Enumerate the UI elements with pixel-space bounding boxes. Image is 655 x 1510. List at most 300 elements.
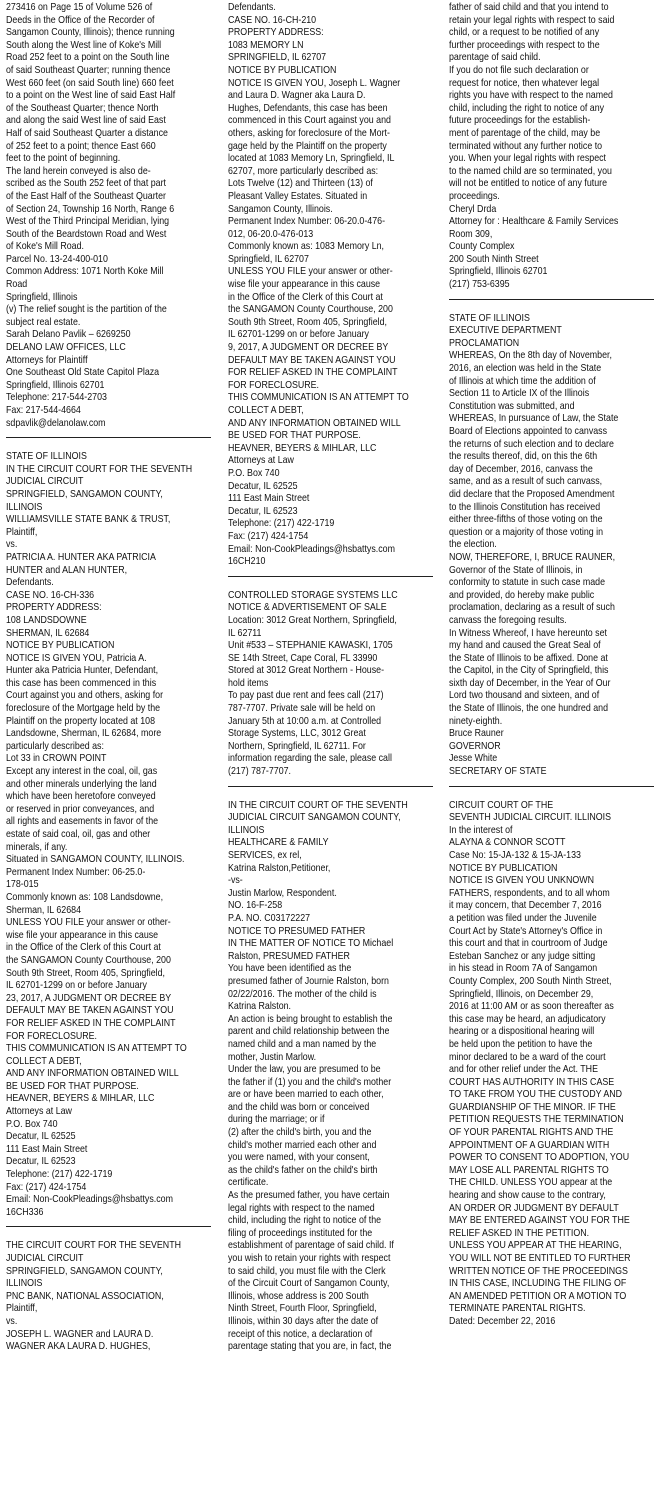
notice-text-line: EXECUTIVE DEPARTMENT	[449, 325, 562, 337]
notice-text-line: Fax: 217-544-4664	[6, 405, 81, 416]
notice-text-line: legal rights with respect to the named	[228, 1202, 375, 1214]
notice-text-line: Constitution was submitted, and	[449, 400, 575, 412]
notice-text-line: Governor of the State of Illinois, in	[449, 564, 583, 576]
notice-text-line: NO. 16-F-258	[228, 900, 283, 912]
notice-text-line: proclamation, declaring as a result of such	[449, 602, 615, 614]
notice-text-line: further proceedings with respect to the	[449, 39, 600, 51]
notice-text-line: it may concern, that December 7, 2016	[449, 900, 602, 912]
column-right	[449, 2, 654, 1329]
notice-text-line: ALAYNA & CONNOR SCOTT	[449, 837, 566, 849]
notice-text-line: sixth day of December, in the Year of Our	[449, 677, 611, 689]
notice-text-line: child, or a request to be notified of any	[449, 27, 600, 39]
notice-text-line: HUNTER and ALAN HUNTER,	[6, 564, 128, 576]
notice-text-line: day of December, 2016, canvass the	[449, 463, 593, 475]
notice-text-line: Telephone: (217) 422-1719	[6, 1169, 113, 1181]
notice-text-line: Storage Systems, LLC, 3012 Great	[228, 728, 366, 740]
notice-text-line: (2) after the child's birth, you and the	[228, 1127, 372, 1139]
notice-text-line: Stored at 3012 Great Northern - House-	[228, 665, 385, 677]
notice-text-line: Email: Non-CookPleadings@hsbattys.com	[228, 543, 395, 555]
notice-text-line: RELIEF ASKED IN THE PETITION.	[449, 1227, 590, 1239]
notice-text-line: THE CHILD. UNLESS YOU appear at the	[449, 1177, 613, 1189]
notice-text-line: West 660 feet (on said South line) 660 feet	[6, 77, 174, 89]
notice-text-line: APPOINTMENT OF A GUARDIAN WITH	[449, 1139, 610, 1151]
notice-text-line: FATHERS, respondents, and to all whom	[449, 887, 610, 899]
notice-text-line: South 9th Street, Room 405, Springfield,	[6, 967, 166, 979]
notice-text-line: Situated in SANGAMON COUNTY, ILLINOIS.	[6, 854, 185, 866]
notice-text-line: Attorney for : Healthcare & Family Services	[449, 216, 619, 228]
notice-text-line: proceedings.	[449, 190, 500, 202]
notice-text-line: Northern, Springfield, IL 62711. For	[228, 740, 366, 752]
notice-text-line: SE 14th Street, Cape Coral, FL 33990	[228, 652, 378, 664]
notice-text-line: you wish to retain your rights with respect	[228, 1253, 391, 1264]
notice-text-line: JOSEPH L. WAGNER and LAURA D.	[6, 1328, 154, 1340]
notice-text-line: NOW, THEREFORE, I, BRUCE RAUNER,	[449, 551, 616, 563]
notice-text-line: the election.	[449, 539, 497, 551]
notice-divider	[6, 437, 211, 438]
notice-text-line: WHEREAS, On the 8th day of November,	[449, 350, 612, 362]
notice-text-line: POWER TO CONSENT TO ADOPTION, YOU	[449, 1152, 630, 1164]
notice-text-line: IN THE CIRCUIT COURT OF THE SEVENTH	[228, 799, 408, 811]
notice-text-line: PETITION REQUESTS THE TERMINATION	[449, 1114, 624, 1126]
notice-text-line: child, including the right to notice of the	[228, 1215, 382, 1227]
notice-text-line: ment of parentage of the child, may be	[449, 127, 601, 139]
notice-text-line: IN THE MATTER OF NOTICE TO Michael	[228, 938, 394, 950]
notice-text-line: You have been identified as the	[228, 963, 352, 975]
notice-text-line: father of said child and that you intend to	[449, 2, 609, 13]
notice-text-line: wise file your appearance in this cause	[6, 929, 159, 941]
notice-text-line: In the interest of	[449, 824, 513, 836]
notice-text-line: UNLESS YOU FILE your answer or other-	[6, 917, 171, 929]
notice-text-line: Board of Elections appointed to canvass	[449, 426, 608, 437]
notice-text-line: Illinois, whose address is 200 South	[228, 1290, 369, 1302]
notice-text-line: HEAVNER, BEYERS & MIHLAR, LLC	[6, 1093, 155, 1105]
notice-text-line: filing of proceedings instituted for the	[228, 1227, 373, 1239]
legal-notice	[228, 2, 433, 569]
notice-text-line: Sangamon County, Illinois); thence running	[6, 27, 175, 39]
notice-text-line: 2016, an election was held in the State	[449, 363, 602, 375]
notice-text-line: NOTICE BY PUBLICATION	[6, 640, 115, 652]
notice-text-line: in the Office of the Clerk of this Court at	[6, 942, 161, 954]
notice-text-line: In Witness Whereof, I have hereunto set	[449, 627, 608, 639]
notice-text-line: my hand and caused the Great Seal of	[449, 640, 601, 652]
notice-text-line: Sangamon County, Illinois.	[228, 203, 333, 215]
notice-divider	[6, 1226, 211, 1227]
notice-text-line: minor declared to be a ward of the court	[449, 1051, 606, 1063]
notice-text-line: Hunter aka Patricia Hunter, Defendant,	[6, 665, 159, 677]
notice-text-line: WAGNER AKA LAURA D. HUGHES,	[6, 1341, 151, 1353]
legal-notice	[228, 590, 433, 779]
notice-text-line: and for other relief under the Act. THE	[449, 1064, 598, 1076]
notice-text-line: feet to the point of beginning.	[6, 153, 121, 165]
notice-text-line: or reserved in prior conveyances, and	[6, 803, 155, 815]
notice-text-line: OF YOUR PARENTAL RIGHTS AND THE	[449, 1127, 614, 1139]
notice-text-line: of said Southeast Quarter; running thence	[6, 64, 171, 76]
notice-text-line: as the child's father on the child's birth	[228, 1164, 378, 1176]
notice-text-line: DEFAULT MAY BE TAKEN AGAINST YOU	[228, 354, 396, 366]
notice-text-line: Except any interest in the coal, oil, gas	[6, 766, 158, 778]
notice-text-line: PROCLAMATION	[449, 337, 520, 349]
notice-text-line: South 9th Street, Room 405, Springfield,	[228, 316, 388, 328]
notice-text-line: Springfield, Illinois 62701	[449, 266, 548, 278]
notice-text-line: in the Office of the Clerk of this Court at	[228, 291, 383, 303]
notice-text-line: 273416 on Page 15 of Volume 526 of	[6, 2, 153, 13]
notice-text-line: JUDICIAL CIRCUIT	[6, 1253, 84, 1264]
notice-text-line: STATE OF ILLINOIS	[6, 451, 87, 463]
notice-text-line: of 252 feet to a point; thence East 660	[6, 140, 156, 152]
notice-text-line: of Illinois at which time the addition of	[449, 375, 596, 387]
notice-text-line: NOTICE & ADVERTISEMENT OF SALE	[228, 602, 387, 614]
notice-text-line: Location: 3012 Great Northern, Springfield,	[228, 614, 397, 626]
notice-text-line: information regarding the sale, please call	[228, 753, 392, 765]
notice-text-line: 111 East Main Street	[6, 1143, 88, 1155]
notice-text-line: the returns of such election and to declare	[449, 438, 614, 450]
notice-text-line: Lots Twelve (12) and Thirteen (13) of	[228, 178, 373, 190]
notice-text-line: Dated: December 22, 2016	[449, 1315, 556, 1327]
notice-text-line: AND ANY INFORMATION OBTAINED WILL	[6, 1068, 179, 1080]
notice-text-line: terminated without any further notice to	[449, 140, 603, 152]
legal-notice	[228, 800, 433, 1354]
notice-text-line: 2016 at 11:00 AM or as soon thereafter as	[449, 1001, 614, 1013]
notice-text-line: Section 11 to Article IX of the Illinois	[449, 388, 590, 400]
notice-text-line: Fax: (217) 424-1754	[6, 1181, 87, 1193]
notice-text-line: 16CH210	[228, 556, 266, 568]
notice-text-line: receipt of this notice, a declaration of	[228, 1328, 373, 1340]
notice-text-line: wise file your appearance in this cause	[228, 279, 381, 291]
notice-text-line: request for notice, then whatever legal	[449, 77, 600, 89]
notice-text-line: are or have been married to each other,	[228, 1089, 384, 1101]
notice-text-line: 178-015	[6, 879, 39, 891]
notice-text-line: P.A. NO. C03172227	[228, 912, 311, 924]
notice-text-line: Bruce Rauner	[449, 728, 504, 740]
notice-text-line: did declare that the Proposed Amendment	[449, 488, 615, 500]
notice-text-line: 012, 06-20.0-476-013	[228, 228, 314, 240]
notice-text-line: COLLECT A DEBT,	[228, 405, 304, 416]
notice-text-line: NOTICE TO PRESUMED FATHER	[228, 925, 366, 937]
notice-text-line: rights you have with respect to the named	[449, 90, 613, 102]
notice-text-line: the results thereof, did, on this the 6th	[449, 451, 598, 463]
notice-text-line: One Southeast Old State Capitol Plaza	[6, 367, 160, 379]
notice-text-line: Springfield, IL 62707	[228, 253, 309, 265]
notice-text-line: NOTICE IS GIVEN YOU, Patricia A.	[6, 652, 147, 664]
legal-notices-page	[6, 2, 649, 1508]
notice-text-line: SPRINGFIELD, IL 62707	[228, 52, 327, 64]
notice-text-line: Parcel No. 13-24-400-010	[6, 253, 108, 265]
notice-text-line: County Complex, 200 South Ninth Street,	[449, 975, 612, 987]
notice-text-line: future proceedings for the establish-	[449, 115, 591, 127]
notice-text-line: Decatur, IL 62525	[6, 1131, 76, 1143]
notice-text-line: Case No: 15-JA-132 & 15-JA-133	[449, 850, 581, 861]
notice-text-line: SECRETARY OF STATE	[449, 766, 547, 778]
notice-text-line: named child and a man named by the	[228, 1038, 377, 1050]
notice-text-line: Lot 33 in CROWN POINT	[6, 753, 107, 765]
notice-text-line: FOR FORECLOSURE.	[228, 379, 320, 391]
notice-divider	[228, 576, 433, 577]
notice-text-line: 02/22/2016. The mother of the child is	[228, 988, 377, 1000]
notice-text-line: parentage of said child.	[449, 52, 541, 64]
notice-text-line: Court against you and others, asking for	[6, 690, 164, 702]
notice-text-line: COLLECT A DEBT,	[6, 1055, 82, 1067]
notice-text-line: 108 LANDSDOWNE	[6, 614, 87, 626]
notice-text-line: West of the Third Principal Meridian, lying	[6, 216, 170, 228]
notice-text-line: If you do not file such declaration or	[449, 64, 589, 76]
notice-text-line: GOVERNOR	[449, 740, 501, 752]
notice-text-line: 9, 2017, A JUDGMENT OR DECREE BY	[228, 342, 389, 354]
notice-text-line: YOU WILL NOT BE ENTITLED TO FURTHER	[449, 1253, 631, 1264]
notice-text-line: of Koke's Mill Road.	[6, 241, 84, 253]
notice-text-line: and provided, do hereby make public	[449, 589, 595, 601]
notice-text-line: hold items	[228, 677, 269, 689]
notice-text-line: Under the law, you are presumed to be	[228, 1064, 381, 1076]
notice-text-line: SERVICES, ex rel,	[228, 850, 302, 861]
notice-text-line: Katrina Ralston,Petitioner,	[228, 862, 331, 874]
notice-text-line: -vs-	[228, 875, 243, 887]
notice-text-line: IL 62701-1299 on or before January	[228, 329, 369, 341]
notice-text-line: particularly described as:	[6, 740, 104, 752]
notice-text-line: Permanent Index Number: 06-20.0-476-	[228, 216, 386, 228]
column-left	[6, 2, 211, 1354]
notice-text-line: Road 252 feet to a point on the South line	[6, 52, 170, 64]
notice-text-line: commenced in this Court against you and	[228, 115, 391, 127]
notice-text-line: CASE NO. 16-CH-336	[6, 589, 95, 601]
notice-text-line: HEAVNER, BEYERS & MIHLAR, LLC	[228, 442, 377, 454]
notice-text-line: As the presumed father, you have certain	[228, 1190, 390, 1202]
notice-text-line: Telephone: (217) 422-1719	[228, 518, 335, 530]
notice-text-line: AN AMENDED PETITION OR A MOTION TO	[449, 1290, 627, 1302]
notice-text-line: Lord two thousand and sixteen, and of	[449, 690, 600, 702]
notice-text-line: ILLINOIS	[6, 1278, 43, 1290]
notice-text-line: WRITTEN NOTICE OF THE PROCEEDINGS	[449, 1265, 628, 1277]
notice-text-line: Half of said Southeast Quarter a distance	[6, 127, 168, 139]
notice-text-line: South along the West line of Koke's Mill	[6, 39, 162, 51]
notice-text-line: estate of said coal, oil, gas and other	[6, 829, 151, 840]
notice-text-line: you were named, with your consent,	[228, 1152, 370, 1164]
notice-text-line: CONTROLLED STORAGE SYSTEMS LLC	[228, 589, 398, 601]
notice-text-line: 16CH336	[6, 1206, 44, 1218]
notice-text-line: and along the said West line of said East	[6, 115, 166, 127]
notice-text-line: Hughes, Defendants, this case has been	[228, 102, 388, 114]
notice-text-line: this case has been commenced in this	[6, 677, 157, 689]
notice-text-line: parentage stating that you are, in fact, the	[228, 1341, 392, 1353]
notice-text-line: certificate.	[228, 1177, 269, 1189]
notice-text-line: others, asking for foreclosure of the Mort-	[228, 127, 390, 139]
notice-text-line: Decatur, IL 62523	[228, 505, 298, 517]
notice-text-line: sdpavlik@delanolaw.com	[6, 417, 106, 429]
notice-text-line: FOR RELIEF ASKED IN THE COMPLAINT	[228, 367, 398, 379]
notice-text-line: NOTICE IS GIVEN YOU, Joseph L. Wagner	[228, 77, 401, 89]
notice-text-line: The land herein conveyed is also de-	[6, 165, 151, 177]
notice-text-line: (217) 753-6395	[449, 279, 510, 291]
notice-text-line: located at 1083 Memory Ln, Springfield, IL	[228, 153, 395, 165]
notice-text-line: Sherman, IL 62684	[6, 904, 81, 916]
notice-text-line: PNC BANK, NATIONAL ASSOCIATION,	[6, 1290, 164, 1302]
notice-text-line: WHEREAS, In pursuance of Law, the State	[449, 413, 619, 425]
notice-text-line: either three-fifths of those voting on the	[449, 514, 603, 526]
column-middle	[228, 2, 433, 1354]
notice-text-line: you. When your legal rights with respect	[449, 153, 607, 165]
notice-text-line: TO TAKE FROM YOU THE CUSTODY AND	[449, 1089, 623, 1101]
notice-text-line: of the Circuit Court of Sangamon County,	[228, 1278, 390, 1290]
notice-text-line: NOTICE IS GIVEN YOU UNKNOWN	[449, 875, 594, 887]
notice-text-line: the SANGAMON County Courthouse, 200	[6, 954, 171, 966]
notice-text-line: Pleasant Valley Estates. Situated in	[228, 190, 368, 202]
notice-text-line: and other minerals underlying the land	[6, 778, 157, 790]
notice-text-line: Katrina Ralston.	[228, 1001, 292, 1013]
notice-text-line: Sarah Delano Pavlik – 6269250	[6, 329, 131, 341]
notice-text-line: Defendants.	[6, 577, 54, 589]
legal-notice	[6, 1240, 211, 1353]
notice-text-line: be held upon the petition to have the	[449, 1038, 593, 1050]
notice-text-line: retain your legal rights with respect to said	[449, 14, 615, 26]
notice-divider	[228, 786, 433, 787]
notice-text-line: IN THE CIRCUIT COURT FOR THE SEVENTH	[6, 463, 193, 475]
notice-text-line: NOTICE BY PUBLICATION	[228, 64, 337, 76]
notice-text-line: child, including the right to notice of any	[449, 102, 605, 114]
notice-text-line: An action is being brought to establish the	[228, 1013, 393, 1025]
notice-text-line: Springfield, Illinois, on December 29,	[449, 988, 594, 1000]
notice-text-line: Court Act by State's Attorney's Office in	[449, 925, 603, 937]
notice-text-line: P.O. Box 740	[228, 467, 280, 479]
notice-text-line: UNLESS YOU FILE your answer or other-	[228, 266, 393, 278]
notice-text-line: THE CIRCUIT COURT FOR THE SEVENTH	[6, 1240, 181, 1252]
notice-text-line: Plaintiff on the property located at 108	[6, 715, 156, 727]
notice-text-line: SPRINGFIELD, SANGAMON COUNTY,	[6, 488, 163, 500]
notice-text-line: the SANGAMON County Courthouse, 200	[228, 304, 393, 316]
notice-text-line: and the child was born or conceived	[228, 1101, 370, 1113]
notice-text-line: 200 South Ninth Street	[449, 253, 539, 265]
notice-text-line: NOTICE BY PUBLICATION	[449, 862, 558, 874]
notice-text-line: GUARDIANSHIP OF THE MINOR. IF THE	[449, 1101, 616, 1113]
notice-text-line: Attorneys for Plaintiff	[6, 354, 88, 366]
notice-text-line: scribed as the South 252 feet of that part	[6, 178, 167, 190]
notice-text-line: DEFAULT MAY BE TAKEN AGAINST YOU	[6, 1005, 174, 1017]
notice-text-line: CASE NO. 16-CH-210	[228, 14, 317, 26]
notice-text-line: CIRCUIT COURT OF THE	[449, 799, 554, 811]
notice-text-line: IL 62701-1299 on or before January	[6, 980, 147, 992]
notice-text-line: Cheryl Drda	[449, 203, 497, 215]
legal-notice	[449, 313, 654, 779]
notice-text-line: parent and child relationship between the	[228, 1026, 390, 1038]
notice-text-line: Springfield, Illinois 62701	[6, 379, 105, 391]
notice-text-line: SPRINGFIELD, SANGAMON COUNTY,	[6, 1265, 163, 1277]
notice-text-line: HEALTHCARE & FAMILY	[228, 837, 329, 849]
notice-text-line: conformity to statute in such case made	[449, 577, 606, 589]
notice-text-line: Landsdowne, Sherman, IL 62684, more	[6, 728, 162, 740]
notice-text-line: MAY LOSE ALL PARENTAL RIGHTS TO	[449, 1164, 609, 1176]
notice-text-line: 787-7707. Private sale will be held on	[228, 703, 376, 715]
notice-text-line: Road	[6, 279, 28, 291]
notice-text-line: Decatur, IL 62523	[6, 1156, 76, 1168]
notice-text-line: AND ANY INFORMATION OBTAINED WILL	[228, 417, 401, 429]
notice-text-line: Email: Non-CookPleadings@hsbattys.com	[6, 1194, 173, 1206]
notice-text-line: subject real estate.	[6, 316, 81, 328]
notice-text-line: during the marriage; or if	[228, 1114, 325, 1126]
notice-text-line: 1083 MEMORY LN	[228, 39, 304, 51]
notice-text-line: January 5th at 10:00 a.m. at Controlled	[228, 715, 382, 727]
notice-text-line: DELANO LAW OFFICES, LLC	[6, 342, 126, 354]
notice-text-line: Commonly known as: 108 Landsdowne,	[6, 891, 164, 903]
notice-text-line: COURT HAS AUTHORITY IN THIS CASE	[449, 1076, 615, 1088]
notice-text-line: this court and that in courtroom of Judge	[449, 938, 608, 950]
notice-text-line: THIS COMMUNICATION IS AN ATTEMPT TO	[6, 1043, 187, 1055]
notice-text-line: 111 East Main Street	[228, 493, 310, 505]
notice-text-line: 62707, more particularly described as:	[228, 165, 379, 177]
notice-divider	[449, 786, 654, 787]
notice-text-line: presumed father of Journie Ralston, born	[228, 975, 389, 987]
notice-text-line: BE USED FOR THAT PURPOSE.	[6, 1080, 139, 1092]
notice-text-line: and Laura D. Wagner aka Laura D.	[228, 90, 366, 102]
notice-text-line: child's mother married each other and	[228, 1139, 377, 1151]
notice-text-line: SHERMAN, IL 62684	[6, 627, 90, 639]
notice-text-line: the State of Illinois to be affixed. Done at	[449, 652, 608, 664]
notice-text-line: THIS COMMUNICATION IS AN ATTEMPT TO	[228, 392, 409, 404]
notice-text-line: to a point on the West line of said East Half	[6, 90, 176, 102]
notice-text-line: South of the Beardstown Road and West	[6, 228, 167, 240]
notice-text-line: Telephone: 217-544-2703	[6, 392, 107, 404]
legal-notice	[6, 451, 211, 1219]
notice-text-line: Room 309,	[449, 228, 493, 240]
notice-text-line: will not be entitled to notice of any future	[449, 178, 608, 190]
notice-text-line: a petition was filed under the Juvenile	[449, 912, 597, 924]
notice-text-line: MAY BE ENTERED AGAINST YOU FOR THE	[449, 1215, 630, 1227]
notice-text-line: Esteban Sanchez or any judge sitting	[449, 950, 596, 962]
notice-text-line: Permanent Index Number: 06-25.0-	[6, 866, 146, 878]
notice-text-line: question or a majority of those voting in	[449, 526, 604, 538]
notice-text-line: in his stead in Room 7A of Sangamon	[449, 963, 598, 975]
notice-text-line: the State of Illinois, the one hundred and	[449, 703, 609, 715]
notice-text-line: Plaintiff,	[6, 1303, 38, 1315]
notice-text-line: to said child, you must file with the Clerk	[228, 1265, 386, 1277]
notice-text-line: which have been heretofore conveyed	[6, 791, 156, 803]
notice-text-line: hearing and show cause to the contrary,	[449, 1190, 606, 1202]
notice-text-line: STATE OF ILLINOIS	[449, 312, 530, 324]
notice-text-line: Ninth Street, Fourth Floor, Springfield,	[228, 1303, 377, 1315]
notice-text-line: JUDICIAL CIRCUIT SANGAMON COUNTY,	[228, 812, 401, 824]
notice-text-line: To pay past due rent and fees call (217)	[228, 690, 384, 702]
notice-text-line: all rights and easements in favor of the	[6, 816, 159, 828]
notice-text-line: Attorneys at Law	[6, 1106, 72, 1118]
notice-text-line: TERMINATE PARENTAL RIGHTS.	[449, 1303, 586, 1315]
notice-text-line: PROPERTY ADDRESS:	[6, 602, 102, 614]
notice-text-line: Fax: (217) 424-1754	[228, 530, 309, 542]
notice-text-line: WILLIAMSVILLE STATE BANK & TRUST,	[6, 514, 171, 526]
notice-text-line: JUDICIAL CIRCUIT	[6, 476, 84, 488]
notice-text-line: Decatur, IL 62525	[228, 480, 298, 492]
notice-text-line: FOR RELIEF ASKED IN THE COMPLAINT	[6, 1017, 176, 1029]
notice-text-line: of the Southeast Quarter; thence North	[6, 102, 159, 114]
notice-text-line: ILLINOIS	[228, 824, 265, 836]
notice-text-line: Attorneys at Law	[228, 455, 294, 467]
notice-text-line: hearing or a dispositional hearing will	[449, 1026, 595, 1038]
notice-text-line: PATRICIA A. HUNTER AKA PATRICIA	[6, 551, 156, 563]
notice-text-line: Jesse White	[449, 753, 498, 765]
notice-text-line: to the Illinois Constitution has received	[449, 501, 601, 513]
notice-text-line: minerals, if any.	[6, 841, 68, 853]
notice-text-line: gage held by the Plaintiff on the property	[228, 140, 387, 152]
notice-text-line: IN THIS CASE, INCLUDING THE FILING OF	[449, 1278, 627, 1290]
notice-text-line: Ralston, PRESUMED FATHER	[228, 950, 350, 962]
notice-text-line: of Section 24, Township 16 North, Range 6	[6, 203, 175, 215]
notice-text-line: this case may be heard, an adjudicatory	[449, 1013, 606, 1025]
notice-text-line: Common Address: 1071 North Koke Mill	[6, 266, 164, 278]
notice-text-line: Deeds in the Office of the Recorder of	[6, 14, 155, 26]
notice-text-line: mother, Justin Marlow.	[228, 1051, 317, 1063]
notice-text-line: Defendants.	[228, 2, 276, 13]
notice-text-line: the Capitol, in the City of Springfield, this	[449, 665, 609, 677]
notice-divider	[449, 299, 654, 300]
notice-text-line: of the East Half of the Southeast Quarter	[6, 190, 166, 202]
notice-text-line: IL 62711	[228, 627, 262, 639]
notice-text-line: PROPERTY ADDRESS:	[228, 27, 324, 39]
